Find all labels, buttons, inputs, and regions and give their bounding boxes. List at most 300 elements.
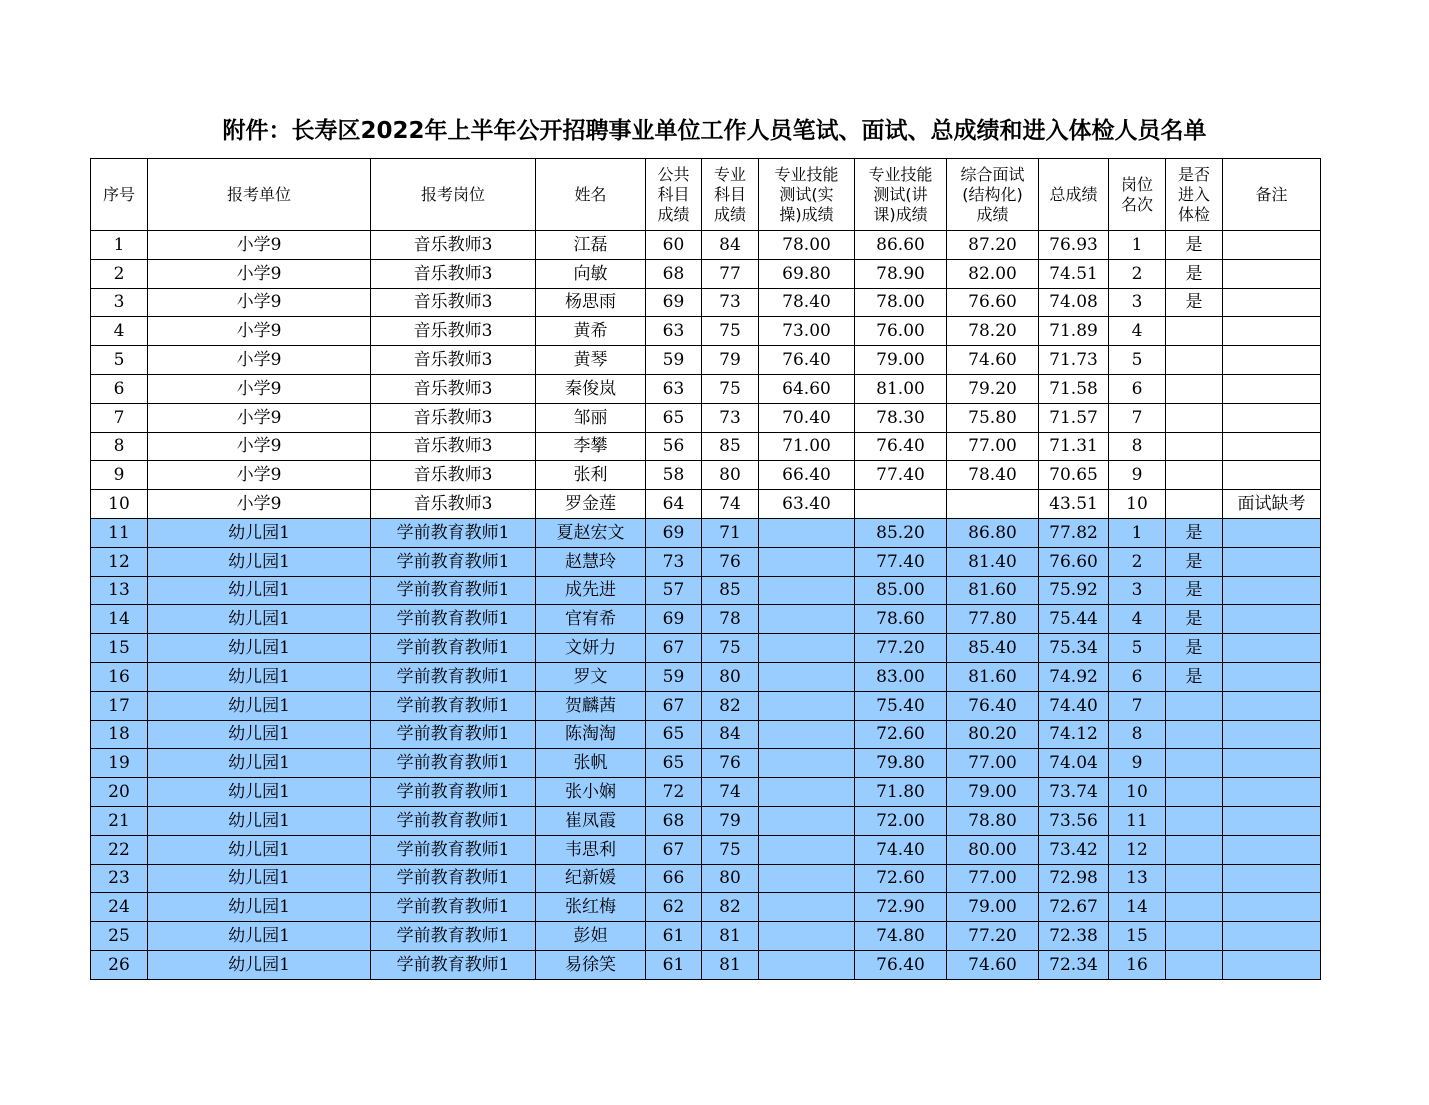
cell-skill-op: 64.60	[759, 374, 855, 403]
cell-interview: 76.40	[947, 691, 1039, 720]
cell-rank: 12	[1109, 835, 1166, 864]
cell-seq: 2	[91, 259, 148, 288]
table-row	[91, 634, 1321, 663]
cell-name: 罗文	[536, 662, 646, 691]
cell-rank: 4	[1109, 317, 1166, 346]
cell-total: 72.67	[1039, 893, 1109, 922]
cell-interview: 79.00	[947, 778, 1039, 807]
cell-interview: 77.00	[947, 749, 1039, 778]
cell-rank: 1	[1109, 518, 1166, 547]
table-row	[91, 806, 1321, 835]
cell-post: 学前教育教师1	[371, 864, 536, 893]
cell-remark	[1223, 432, 1321, 461]
header-seq: 序号	[91, 159, 148, 231]
cell-skill-op	[759, 691, 855, 720]
cell-exam: 是	[1166, 518, 1223, 547]
cell-interview: 74.60	[947, 346, 1039, 375]
cell-skill-op	[759, 662, 855, 691]
cell-rank: 5	[1109, 346, 1166, 375]
table-row	[91, 605, 1321, 634]
cell-interview: 81.60	[947, 576, 1039, 605]
cell-total: 72.38	[1039, 922, 1109, 951]
cell-unit: 幼儿园1	[148, 634, 371, 663]
cell-skill-lec: 79.00	[855, 346, 947, 375]
table-row	[91, 835, 1321, 864]
cell-name: 陈淘淘	[536, 720, 646, 749]
cell-public: 69	[646, 605, 702, 634]
cell-total: 75.92	[1039, 576, 1109, 605]
cell-interview: 78.20	[947, 317, 1039, 346]
cell-skill-op	[759, 605, 855, 634]
cell-unit: 幼儿园1	[148, 662, 371, 691]
cell-unit: 幼儿园1	[148, 605, 371, 634]
cell-total: 73.74	[1039, 778, 1109, 807]
header-post: 报考岗位	[371, 159, 536, 231]
cell-interview: 80.00	[947, 835, 1039, 864]
cell-post: 学前教育教师1	[371, 778, 536, 807]
cell-name: 崔凤霞	[536, 806, 646, 835]
cell-skill-op	[759, 893, 855, 922]
cell-rank: 9	[1109, 461, 1166, 490]
cell-total: 75.34	[1039, 634, 1109, 663]
cell-post: 音乐教师3	[371, 346, 536, 375]
cell-interview: 86.80	[947, 518, 1039, 547]
cell-rank: 13	[1109, 864, 1166, 893]
cell-rank: 9	[1109, 749, 1166, 778]
cell-seq: 3	[91, 288, 148, 317]
cell-public: 66	[646, 864, 702, 893]
cell-public: 63	[646, 317, 702, 346]
table-row	[91, 432, 1321, 461]
cell-skill-op: 78.40	[759, 288, 855, 317]
cell-post: 学前教育教师1	[371, 634, 536, 663]
cell-seq: 24	[91, 893, 148, 922]
cell-exam: 是	[1166, 259, 1223, 288]
cell-rank: 6	[1109, 662, 1166, 691]
cell-skill-op: 69.80	[759, 259, 855, 288]
header-name: 姓名	[536, 159, 646, 231]
cell-skill-op: 78.00	[759, 231, 855, 260]
cell-major: 80	[702, 461, 759, 490]
cell-unit: 小学9	[148, 231, 371, 260]
cell-name: 成先进	[536, 576, 646, 605]
cell-seq: 9	[91, 461, 148, 490]
cell-skill-lec: 74.80	[855, 922, 947, 951]
cell-major: 74	[702, 778, 759, 807]
cell-remark	[1223, 691, 1321, 720]
cell-interview: 77.00	[947, 864, 1039, 893]
cell-public: 57	[646, 576, 702, 605]
cell-major: 84	[702, 231, 759, 260]
table-row	[91, 662, 1321, 691]
cell-total: 72.98	[1039, 864, 1109, 893]
cell-rank: 4	[1109, 605, 1166, 634]
cell-post: 音乐教师3	[371, 317, 536, 346]
cell-total: 76.93	[1039, 231, 1109, 260]
cell-exam: 是	[1166, 662, 1223, 691]
cell-skill-lec: 77.40	[855, 461, 947, 490]
cell-rank: 2	[1109, 547, 1166, 576]
cell-total: 76.60	[1039, 547, 1109, 576]
header-unit: 报考单位	[148, 159, 371, 231]
cell-skill-lec: 78.00	[855, 288, 947, 317]
cell-public: 58	[646, 461, 702, 490]
cell-name: 李攀	[536, 432, 646, 461]
cell-unit: 小学9	[148, 432, 371, 461]
cell-name: 韦思利	[536, 835, 646, 864]
cell-unit: 幼儿园1	[148, 720, 371, 749]
table-row	[91, 374, 1321, 403]
cell-total: 73.42	[1039, 835, 1109, 864]
cell-exam: 是	[1166, 634, 1223, 663]
table-row	[91, 749, 1321, 778]
cell-interview: 77.80	[947, 605, 1039, 634]
cell-skill-lec: 79.80	[855, 749, 947, 778]
cell-skill-lec	[855, 490, 947, 519]
cell-skill-lec: 83.00	[855, 662, 947, 691]
cell-skill-op	[759, 864, 855, 893]
cell-major: 77	[702, 259, 759, 288]
cell-rank: 11	[1109, 806, 1166, 835]
cell-interview: 77.20	[947, 922, 1039, 951]
cell-exam	[1166, 346, 1223, 375]
cell-skill-op: 63.40	[759, 490, 855, 519]
cell-post: 音乐教师3	[371, 259, 536, 288]
cell-skill-op	[759, 778, 855, 807]
cell-unit: 幼儿园1	[148, 950, 371, 979]
cell-exam	[1166, 950, 1223, 979]
cell-unit: 幼儿园1	[148, 547, 371, 576]
cell-interview: 80.20	[947, 720, 1039, 749]
cell-seq: 26	[91, 950, 148, 979]
cell-name: 夏赵宏文	[536, 518, 646, 547]
cell-exam	[1166, 778, 1223, 807]
header-total-score: 总成绩	[1039, 159, 1109, 231]
cell-total: 73.56	[1039, 806, 1109, 835]
cell-seq: 4	[91, 317, 148, 346]
cell-name: 邹丽	[536, 403, 646, 432]
cell-public: 56	[646, 432, 702, 461]
cell-skill-lec: 78.90	[855, 259, 947, 288]
table-row	[91, 893, 1321, 922]
cell-remark	[1223, 231, 1321, 260]
cell-unit: 幼儿园1	[148, 893, 371, 922]
cell-skill-lec: 76.40	[855, 950, 947, 979]
cell-name: 文妍力	[536, 634, 646, 663]
cell-skill-op	[759, 547, 855, 576]
cell-seq: 11	[91, 518, 148, 547]
cell-rank: 2	[1109, 259, 1166, 288]
cell-exam	[1166, 893, 1223, 922]
cell-unit: 幼儿园1	[148, 749, 371, 778]
cell-exam	[1166, 490, 1223, 519]
table-row	[91, 346, 1321, 375]
cell-rank: 5	[1109, 634, 1166, 663]
cell-rank: 10	[1109, 490, 1166, 519]
cell-seq: 8	[91, 432, 148, 461]
cell-total: 43.51	[1039, 490, 1109, 519]
cell-post: 学前教育教师1	[371, 691, 536, 720]
cell-major: 85	[702, 432, 759, 461]
table-row	[91, 778, 1321, 807]
cell-skill-lec: 77.20	[855, 634, 947, 663]
cell-name: 向敏	[536, 259, 646, 288]
cell-post: 学前教育教师1	[371, 950, 536, 979]
cell-rank: 3	[1109, 576, 1166, 605]
cell-remark	[1223, 288, 1321, 317]
table-row	[91, 490, 1321, 519]
cell-skill-lec: 85.20	[855, 518, 947, 547]
table-row	[91, 691, 1321, 720]
cell-unit: 小学9	[148, 374, 371, 403]
cell-major: 75	[702, 835, 759, 864]
cell-rank: 14	[1109, 893, 1166, 922]
cell-exam	[1166, 461, 1223, 490]
cell-seq: 15	[91, 634, 148, 663]
cell-unit: 小学9	[148, 259, 371, 288]
cell-post: 学前教育教师1	[371, 662, 536, 691]
cell-major: 75	[702, 634, 759, 663]
cell-interview	[947, 490, 1039, 519]
cell-post: 学前教育教师1	[371, 835, 536, 864]
cell-skill-lec: 72.60	[855, 720, 947, 749]
cell-public: 65	[646, 403, 702, 432]
cell-total: 71.73	[1039, 346, 1109, 375]
cell-post: 音乐教师3	[371, 432, 536, 461]
cell-public: 68	[646, 259, 702, 288]
cell-unit: 幼儿园1	[148, 864, 371, 893]
cell-remark	[1223, 547, 1321, 576]
cell-skill-lec: 78.30	[855, 403, 947, 432]
cell-public: 65	[646, 749, 702, 778]
cell-interview: 87.20	[947, 231, 1039, 260]
cell-major: 74	[702, 490, 759, 519]
cell-skill-lec: 76.40	[855, 432, 947, 461]
cell-seq: 12	[91, 547, 148, 576]
cell-skill-lec: 71.80	[855, 778, 947, 807]
cell-remark	[1223, 259, 1321, 288]
cell-total: 71.58	[1039, 374, 1109, 403]
table-row	[91, 922, 1321, 951]
cell-major: 79	[702, 806, 759, 835]
cell-public: 68	[646, 806, 702, 835]
cell-exam: 是	[1166, 576, 1223, 605]
cell-public: 65	[646, 720, 702, 749]
cell-public: 73	[646, 547, 702, 576]
table-row	[91, 518, 1321, 547]
cell-major: 82	[702, 893, 759, 922]
cell-post: 学前教育教师1	[371, 518, 536, 547]
header-major-score: 专业 科目 成绩	[702, 159, 759, 231]
cell-post: 学前教育教师1	[371, 922, 536, 951]
cell-major: 76	[702, 547, 759, 576]
table-row	[91, 864, 1321, 893]
cell-rank: 15	[1109, 922, 1166, 951]
cell-public: 67	[646, 634, 702, 663]
cell-skill-op: 70.40	[759, 403, 855, 432]
cell-major: 80	[702, 662, 759, 691]
cell-exam	[1166, 432, 1223, 461]
cell-interview: 79.20	[947, 374, 1039, 403]
cell-interview: 82.00	[947, 259, 1039, 288]
cell-post: 学前教育教师1	[371, 547, 536, 576]
cell-skill-op: 73.00	[759, 317, 855, 346]
cell-total: 74.92	[1039, 662, 1109, 691]
cell-unit: 小学9	[148, 346, 371, 375]
cell-major: 75	[702, 374, 759, 403]
cell-rank: 8	[1109, 720, 1166, 749]
cell-name: 黄琴	[536, 346, 646, 375]
cell-remark	[1223, 461, 1321, 490]
cell-name: 赵慧玲	[536, 547, 646, 576]
cell-total: 71.89	[1039, 317, 1109, 346]
cell-public: 59	[646, 662, 702, 691]
cell-skill-op	[759, 922, 855, 951]
cell-seq: 5	[91, 346, 148, 375]
cell-remark	[1223, 634, 1321, 663]
cell-exam: 是	[1166, 547, 1223, 576]
cell-unit: 小学9	[148, 317, 371, 346]
cell-public: 69	[646, 518, 702, 547]
cell-public: 61	[646, 950, 702, 979]
cell-remark: 面试缺考	[1223, 490, 1321, 519]
cell-major: 73	[702, 403, 759, 432]
cell-unit: 幼儿园1	[148, 576, 371, 605]
cell-skill-op	[759, 720, 855, 749]
cell-interview: 76.60	[947, 288, 1039, 317]
cell-public: 67	[646, 835, 702, 864]
cell-skill-lec: 85.00	[855, 576, 947, 605]
cell-exam	[1166, 403, 1223, 432]
cell-post: 学前教育教师1	[371, 749, 536, 778]
cell-skill-op	[759, 950, 855, 979]
cell-exam	[1166, 749, 1223, 778]
cell-name: 易徐笑	[536, 950, 646, 979]
cell-name: 秦俊岚	[536, 374, 646, 403]
cell-skill-op: 71.00	[759, 432, 855, 461]
cell-interview: 81.40	[947, 547, 1039, 576]
cell-post: 学前教育教师1	[371, 893, 536, 922]
cell-post: 学前教育教师1	[371, 806, 536, 835]
cell-post: 音乐教师3	[371, 490, 536, 519]
cell-interview: 77.00	[947, 432, 1039, 461]
cell-seq: 17	[91, 691, 148, 720]
cell-major: 73	[702, 288, 759, 317]
cell-name: 纪新媛	[536, 864, 646, 893]
cell-unit: 幼儿园1	[148, 922, 371, 951]
cell-exam: 是	[1166, 605, 1223, 634]
cell-rank: 16	[1109, 950, 1166, 979]
cell-major: 75	[702, 317, 759, 346]
cell-remark	[1223, 576, 1321, 605]
cell-total: 77.82	[1039, 518, 1109, 547]
cell-remark	[1223, 605, 1321, 634]
cell-total: 74.51	[1039, 259, 1109, 288]
cell-remark	[1223, 374, 1321, 403]
table-row	[91, 317, 1321, 346]
cell-skill-op	[759, 835, 855, 864]
cell-major: 85	[702, 576, 759, 605]
cell-name: 张小娴	[536, 778, 646, 807]
table-body	[91, 231, 1321, 980]
table-row	[91, 403, 1321, 432]
header-interview-score: 综合面试 (结构化) 成绩	[947, 159, 1039, 231]
table-row	[91, 950, 1321, 979]
cell-major: 82	[702, 691, 759, 720]
cell-seq: 16	[91, 662, 148, 691]
cell-name: 官宥希	[536, 605, 646, 634]
header-physical-exam: 是否 进入 体检	[1166, 159, 1223, 231]
table-row	[91, 720, 1321, 749]
cell-total: 71.57	[1039, 403, 1109, 432]
cell-major: 84	[702, 720, 759, 749]
header-public-score: 公共 科目 成绩	[646, 159, 702, 231]
cell-exam	[1166, 691, 1223, 720]
cell-skill-lec: 75.40	[855, 691, 947, 720]
cell-seq: 6	[91, 374, 148, 403]
table-row	[91, 288, 1321, 317]
cell-remark	[1223, 950, 1321, 979]
cell-total: 74.12	[1039, 720, 1109, 749]
cell-skill-op: 66.40	[759, 461, 855, 490]
cell-major: 71	[702, 518, 759, 547]
cell-remark	[1223, 778, 1321, 807]
cell-skill-lec: 72.90	[855, 893, 947, 922]
cell-remark	[1223, 806, 1321, 835]
cell-exam	[1166, 317, 1223, 346]
cell-interview: 75.80	[947, 403, 1039, 432]
cell-post: 音乐教师3	[371, 461, 536, 490]
cell-remark	[1223, 749, 1321, 778]
cell-interview: 85.40	[947, 634, 1039, 663]
cell-public: 62	[646, 893, 702, 922]
cell-public: 72	[646, 778, 702, 807]
cell-skill-op	[759, 518, 855, 547]
cell-skill-op	[759, 576, 855, 605]
table-row	[91, 576, 1321, 605]
cell-total: 70.65	[1039, 461, 1109, 490]
cell-remark	[1223, 346, 1321, 375]
cell-name: 罗金莲	[536, 490, 646, 519]
cell-total: 74.40	[1039, 691, 1109, 720]
cell-exam	[1166, 806, 1223, 835]
table-row	[91, 231, 1321, 260]
cell-seq: 22	[91, 835, 148, 864]
cell-rank: 7	[1109, 691, 1166, 720]
header-rank: 岗位 名次	[1109, 159, 1166, 231]
cell-interview: 79.00	[947, 893, 1039, 922]
cell-name: 张红梅	[536, 893, 646, 922]
cell-skill-op	[759, 749, 855, 778]
cell-post: 音乐教师3	[371, 231, 536, 260]
cell-post: 学前教育教师1	[371, 605, 536, 634]
header-skill-lecture-score: 专业技能 测试(讲 课)成绩	[855, 159, 947, 231]
cell-seq: 23	[91, 864, 148, 893]
cell-total: 74.08	[1039, 288, 1109, 317]
cell-remark	[1223, 864, 1321, 893]
cell-post: 音乐教师3	[371, 403, 536, 432]
cell-seq: 20	[91, 778, 148, 807]
cell-major: 78	[702, 605, 759, 634]
cell-skill-lec: 81.00	[855, 374, 947, 403]
cell-rank: 6	[1109, 374, 1166, 403]
table-row	[91, 547, 1321, 576]
cell-skill-lec: 72.60	[855, 864, 947, 893]
cell-public: 67	[646, 691, 702, 720]
cell-seq: 18	[91, 720, 148, 749]
cell-remark	[1223, 893, 1321, 922]
cell-seq: 13	[91, 576, 148, 605]
